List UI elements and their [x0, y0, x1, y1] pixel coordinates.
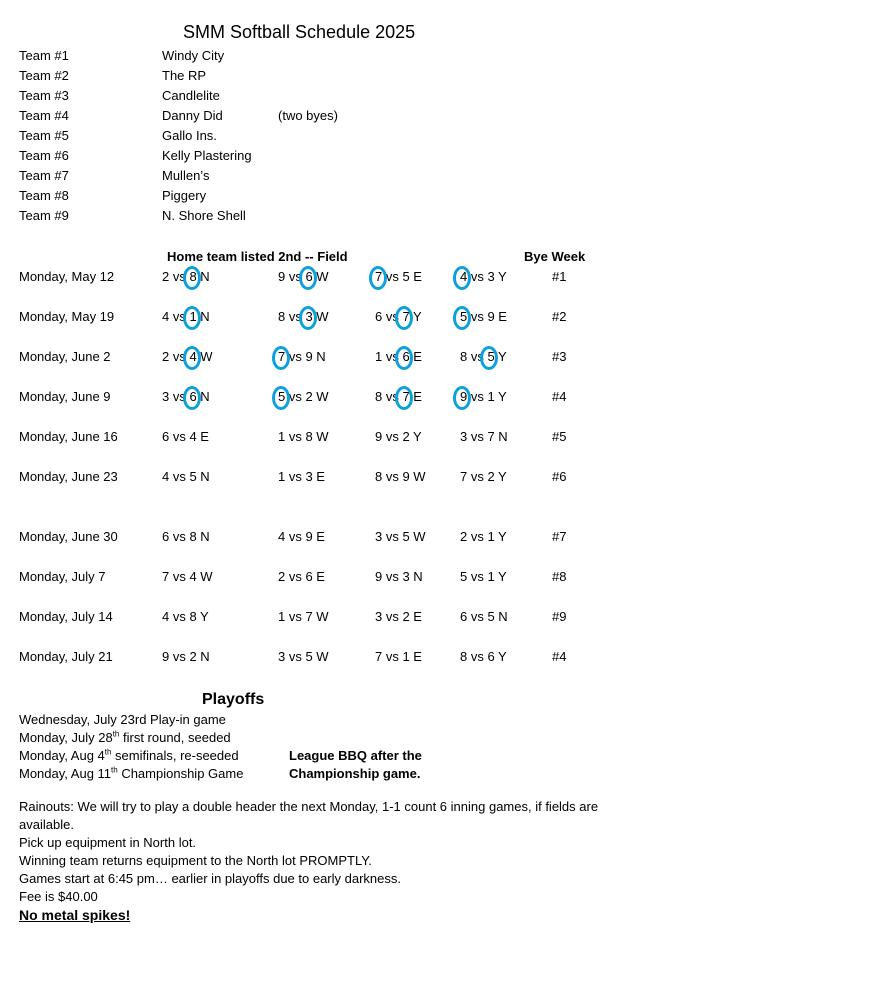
pickup-note: Pick up equipment in North lot. [19, 835, 197, 850]
playoffs-heading: Playoffs [202, 691, 265, 708]
game-matchup: 4 vs 8 Y [162, 609, 209, 624]
circle-mark [453, 386, 471, 410]
game-matchup: 2 vs 4 W [162, 349, 213, 364]
game-matchup: 8 vs 6 Y [460, 649, 507, 664]
circle-mark [395, 386, 413, 410]
bye-team: #1 [552, 269, 567, 284]
circle-mark [299, 306, 317, 330]
game-date: Monday, June 30 [19, 529, 118, 544]
team-name: Candlelite [162, 88, 220, 103]
circle-mark [369, 266, 387, 290]
team-number: Team #8 [19, 188, 69, 203]
game-matchup: 8 vs 5 Y [460, 349, 507, 364]
game-matchup: 5 vs 9 E [460, 309, 507, 324]
game-matchup: 3 vs 7 N [460, 429, 508, 444]
game-date: Monday, June 23 [19, 469, 118, 484]
game-date: Monday, June 9 [19, 389, 111, 404]
circle-mark [272, 346, 290, 370]
game-matchup: 9 vs 6 W [278, 269, 329, 284]
team-name: Windy City [162, 48, 225, 63]
team-name: Kelly Plastering [162, 148, 252, 163]
fee-note: Fee is $40.00 [19, 889, 98, 904]
game-matchup: 1 vs 3 E [278, 469, 325, 484]
game-matchup: 6 vs 5 N [460, 609, 508, 624]
game-matchup: 1 vs 7 W [278, 609, 329, 624]
game-date: Monday, June 2 [19, 349, 111, 364]
game-matchup: 2 vs 1 Y [460, 529, 507, 544]
game-matchup: 6 vs 4 E [162, 429, 209, 444]
return-note: Winning team returns equipment to the North lot PROMPTLY. [19, 853, 372, 868]
circle-mark [395, 306, 413, 330]
team-number: Team #3 [19, 88, 69, 103]
playoff-line: Wednesday, July 23rd Play-in game [19, 712, 226, 727]
bye-team: #4 [552, 649, 567, 664]
game-matchup: 9 vs 3 N [375, 569, 423, 584]
team-number: Team #6 [19, 148, 69, 163]
game-date: Monday, June 16 [19, 429, 118, 444]
team-number: Team #5 [19, 128, 69, 143]
bye-team: #8 [552, 569, 567, 584]
game-matchup: 8 vs 9 W [375, 469, 426, 484]
game-matchup: 3 vs 6 N [162, 389, 210, 404]
circle-mark [183, 266, 201, 290]
team-name: N. Shore Shell [162, 208, 246, 223]
playoff-line: Monday, Aug 11th Championship Game [19, 765, 244, 781]
team-name: The RP [162, 68, 207, 83]
bbq-note: Championship game. [289, 766, 421, 781]
bye-team: #2 [552, 309, 567, 324]
circle-mark [183, 306, 201, 330]
game-matchup: 1 vs 6 E [375, 349, 422, 364]
team-number: Team #1 [19, 48, 69, 63]
game-date: Monday, May 12 [19, 269, 115, 284]
team-number: Team #7 [19, 168, 69, 183]
game-matchup: 1 vs 8 W [278, 429, 329, 444]
circle-mark [453, 306, 471, 330]
game-matchup: 2 vs 8 N [162, 269, 210, 284]
rainout-note: Rainouts: We will try to play a double header the next Monday, 1-1 count 6 inning games, if fields are [19, 799, 599, 814]
circle-mark [453, 266, 471, 290]
game-matchup: 3 vs 5 W [375, 529, 426, 544]
game-date: Monday, May 19 [19, 309, 115, 324]
team-name: Gallo Ins. [162, 128, 217, 143]
team-number: Team #9 [19, 208, 69, 223]
bye-team: #3 [552, 349, 567, 364]
game-date: Monday, July 21 [19, 649, 113, 664]
game-date: Monday, July 7 [19, 569, 106, 584]
game-matchup: 3 vs 2 E [375, 609, 422, 624]
circle-mark [480, 346, 498, 370]
team-name: Mullen’s [162, 168, 210, 183]
game-date: Monday, July 14 [19, 609, 113, 624]
game-matchup: 9 vs 1 Y [460, 389, 507, 404]
game-matchup: 9 vs 2 N [162, 649, 210, 664]
game-matchup: 4 vs 3 Y [460, 269, 507, 284]
playoff-line: Monday, July 28th first round, seeded [19, 729, 231, 745]
bye-team: #9 [552, 609, 567, 624]
game-matchup: 9 vs 2 Y [375, 429, 422, 444]
game-matchup: 3 vs 5 W [278, 649, 329, 664]
page-title: SMM Softball Schedule 2025 [183, 22, 416, 42]
schedule-header-bye: Bye Week [524, 249, 586, 264]
bye-team: #7 [552, 529, 567, 544]
schedule-header-games: Home team listed 2nd -- Field [167, 249, 348, 264]
game-matchup: 7 vs 4 W [162, 569, 213, 584]
game-matchup: 7 vs 2 Y [460, 469, 507, 484]
team-note: (two byes) [278, 108, 338, 123]
game-matchup: 7 vs 9 N [278, 349, 326, 364]
team-name: Danny Did [162, 108, 223, 123]
game-matchup: 5 vs 1 Y [460, 569, 507, 584]
game-matchup: 5 vs 2 W [278, 389, 329, 404]
game-matchup: 8 vs 7 E [375, 389, 422, 404]
circle-mark [272, 386, 290, 410]
bbq-note: League BBQ after the [289, 748, 422, 763]
game-matchup: 6 vs 7 Y [375, 309, 422, 324]
playoff-line: Monday, Aug 4th semifinals, re-seeded [19, 747, 239, 763]
circle-mark [395, 346, 413, 370]
team-number: Team #2 [19, 68, 69, 83]
circle-mark [183, 386, 201, 410]
start-time-note: Games start at 6:45 pm… earlier in playoffs due to early darkness. [19, 871, 401, 886]
circle-mark [299, 266, 317, 290]
game-matchup: 6 vs 8 N [162, 529, 210, 544]
game-matchup: 7 vs 1 E [375, 649, 422, 664]
bye-team: #4 [552, 389, 567, 404]
game-matchup: 4 vs 9 E [278, 529, 325, 544]
team-name: Piggery [162, 188, 207, 203]
team-number: Team #4 [19, 108, 69, 123]
bye-team: #5 [552, 429, 567, 444]
bye-team: #6 [552, 469, 567, 484]
game-matchup: 2 vs 6 E [278, 569, 325, 584]
circle-mark [183, 346, 201, 370]
game-matchup: 7 vs 5 E [375, 269, 422, 284]
game-matchup: 4 vs 1 N [162, 309, 210, 324]
no-spikes-note: No metal spikes! [19, 907, 131, 923]
rainout-note: available. [19, 817, 74, 832]
game-matchup: 4 vs 5 N [162, 469, 210, 484]
game-matchup: 8 vs 3 W [278, 309, 329, 324]
